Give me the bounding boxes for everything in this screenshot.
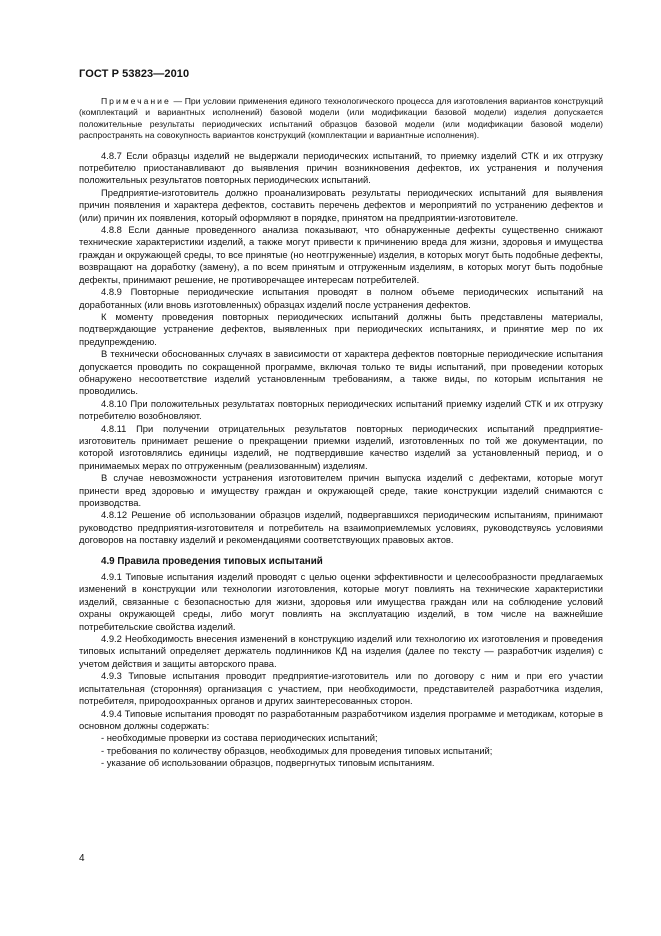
note-paragraph bbox=[79, 96, 603, 142]
paragraph-4-9-4: 4.9.4 Типовые испытания проводят по разработанным разработчиком изделия программе и методикам, которые в основном должны содержать: bbox=[79, 707, 603, 731]
document-body bbox=[79, 96, 603, 770]
paragraph: В случае невозможности устранения изготовителем причин выпуска изделий с дефектами, которые могут принести вред здоровью и имуществу граждан и окружающей среде, такие конструкции изделий снимаются с производства. bbox=[79, 472, 603, 508]
requirements-list bbox=[79, 732, 603, 769]
paragraph-4-8-11: 4.8.11 При получении отрицательных результатов повторных периодических испытаний предприятие-изготовитель принимает решение о прекращении приемки изделий, изготовленных по той же документации, по которой изготовлялись единицы изделий, не подтвердившие качество изделий за установленный период, и о принимаемых мерах по отгруженным (реализованным) изделиям. bbox=[79, 422, 603, 471]
paragraph-4-9-1: 4.9.1 Типовые испытания изделий проводят с целью оценки эффективности и целесообразности предлагаемых изменений в конструкции или технологии изготовления, которые могут повлиять на технические характеристики изделий, связанные с безопасностью для жизни, здоровья или имущества граждан или на соблюдение условий охраны окружающей среды, либо могут повлиять на эксплуатацию изделий, в том числе на важнейшие потребительские свойства изделий. bbox=[79, 571, 603, 632]
paragraph-4-8-12: 4.8.12 Решение об использовании образцов изделий, подвергавшихся периодическим испытаниям, принимают руководство предприятия-изготовителя и потребитель на взаимоприемлемых условиях, руководствуясь условиями договоров на поставку изделий и рекомендациями соответствующих правовых актов. bbox=[79, 509, 603, 546]
standard-header: ГОСТ Р 53823—2010 bbox=[79, 68, 190, 80]
list-item: - указание об использовании образцов, подвергнутых типовым испытаниям. bbox=[101, 757, 435, 769]
page-number: 4 bbox=[79, 853, 85, 864]
paragraph: Предприятие-изготовитель должно проанализировать результаты периодических испытаний для выявления причин появления и характера дефектов, составить перечень дефектов и мероприятий по устранению дефектов и (или) причин их появления, который оформляют в порядке, принятом на предприятии-изготовителе. bbox=[79, 186, 603, 223]
paragraph-4-8-8: 4.8.8 Если данные проведенного анализа показывают, что обнаруженные дефекты существенно снижают технические характеристики изделий, а также могут привести к причинению вреда для жизни, здоровья и имущества граждан и окружающей среды, то все принятые (но неотгруженные) изделия, в которых могут быть подобные дефекты, возвращают на доработку (замену), а по всем принятым и отгруженным изделиям, в которых могут быть подобные дефекты, принимают решение, не противоречащее интересам потребителей. bbox=[79, 224, 603, 285]
paragraph: К моменту проведения повторных периодических испытаний должны быть представлены материалы, подтверждающие устранение дефектов, выявленных при периодических испытаниях, и принятие мер по их предупреждению. bbox=[79, 310, 603, 347]
note-text: — При условии применения единого технологического процесса для изготовления вариантов конструкций (комплектаций и вариантных исполнений) базовой модели (или модификации базовой модели) изделия допускается положительные результаты периодических испытаний образцов базовой модели (или модификации базовой модели) распространять на совокупность вариантов конструкций (комплектации и вариантные исполнения). bbox=[79, 96, 603, 141]
list-item: - необходимые проверки из состава периодических испытаний; bbox=[101, 732, 378, 744]
paragraph-4-8-10: 4.8.10 При положительных результатах повторных периодических испытаний приемку изделий СТК и их отгрузку потребителю возобновляют. bbox=[79, 397, 603, 422]
section-heading-4-9: 4.9 Правила проведения типовых испытаний bbox=[101, 555, 323, 567]
list-item: - требования по количеству образцов, необходимых для проведения типовых испытаний; bbox=[101, 744, 493, 756]
paragraph-4-9-2: 4.9.2 Необходимость внесения изменений в конструкцию изделий или технологию их изготовления и проведения типовых испытаний определяет держатель подлинников КД на изделия (далее по тексту — разработчик изделия) с учетом действия и защиты авторского права. bbox=[79, 633, 603, 669]
paragraph: В технически обоснованных случаях в зависимости от характера дефектов повторные периодические испытания допускается проводить по сокращенной программе, включая только те виды испытаний, при проведении которых обнаружено несоответствие изделий установленным требованиям, а также виды, по которым испытания не проводились. bbox=[79, 348, 603, 397]
paragraph-4-8-7: 4.8.7 Если образцы изделий не выдержали периодических испытаний, то приемку изделий СТК и их отгрузку потребителю приостанавливают до выявления причин возникновения дефектов, их устранения и получения положительных результатов повторных периодических испытаний. bbox=[79, 149, 603, 186]
paragraph-4-8-9: 4.8.9 Повторные периодические испытания проводят в полном объеме периодических испытаний на доработанных (или вновь изготовленных) образцах изделий после устранения дефектов. bbox=[79, 286, 603, 310]
paragraph-4-9-3: 4.9.3 Типовые испытания проводит предприятие-изготовитель или по договору с ним и при его участии испытательная (сторонняя) организация с участием, при необходимости, представителей разработчика изделия, потребителя, природоохранных органов и других заинтересованных сторон. bbox=[79, 670, 603, 707]
note-label: Примечание bbox=[101, 96, 171, 106]
